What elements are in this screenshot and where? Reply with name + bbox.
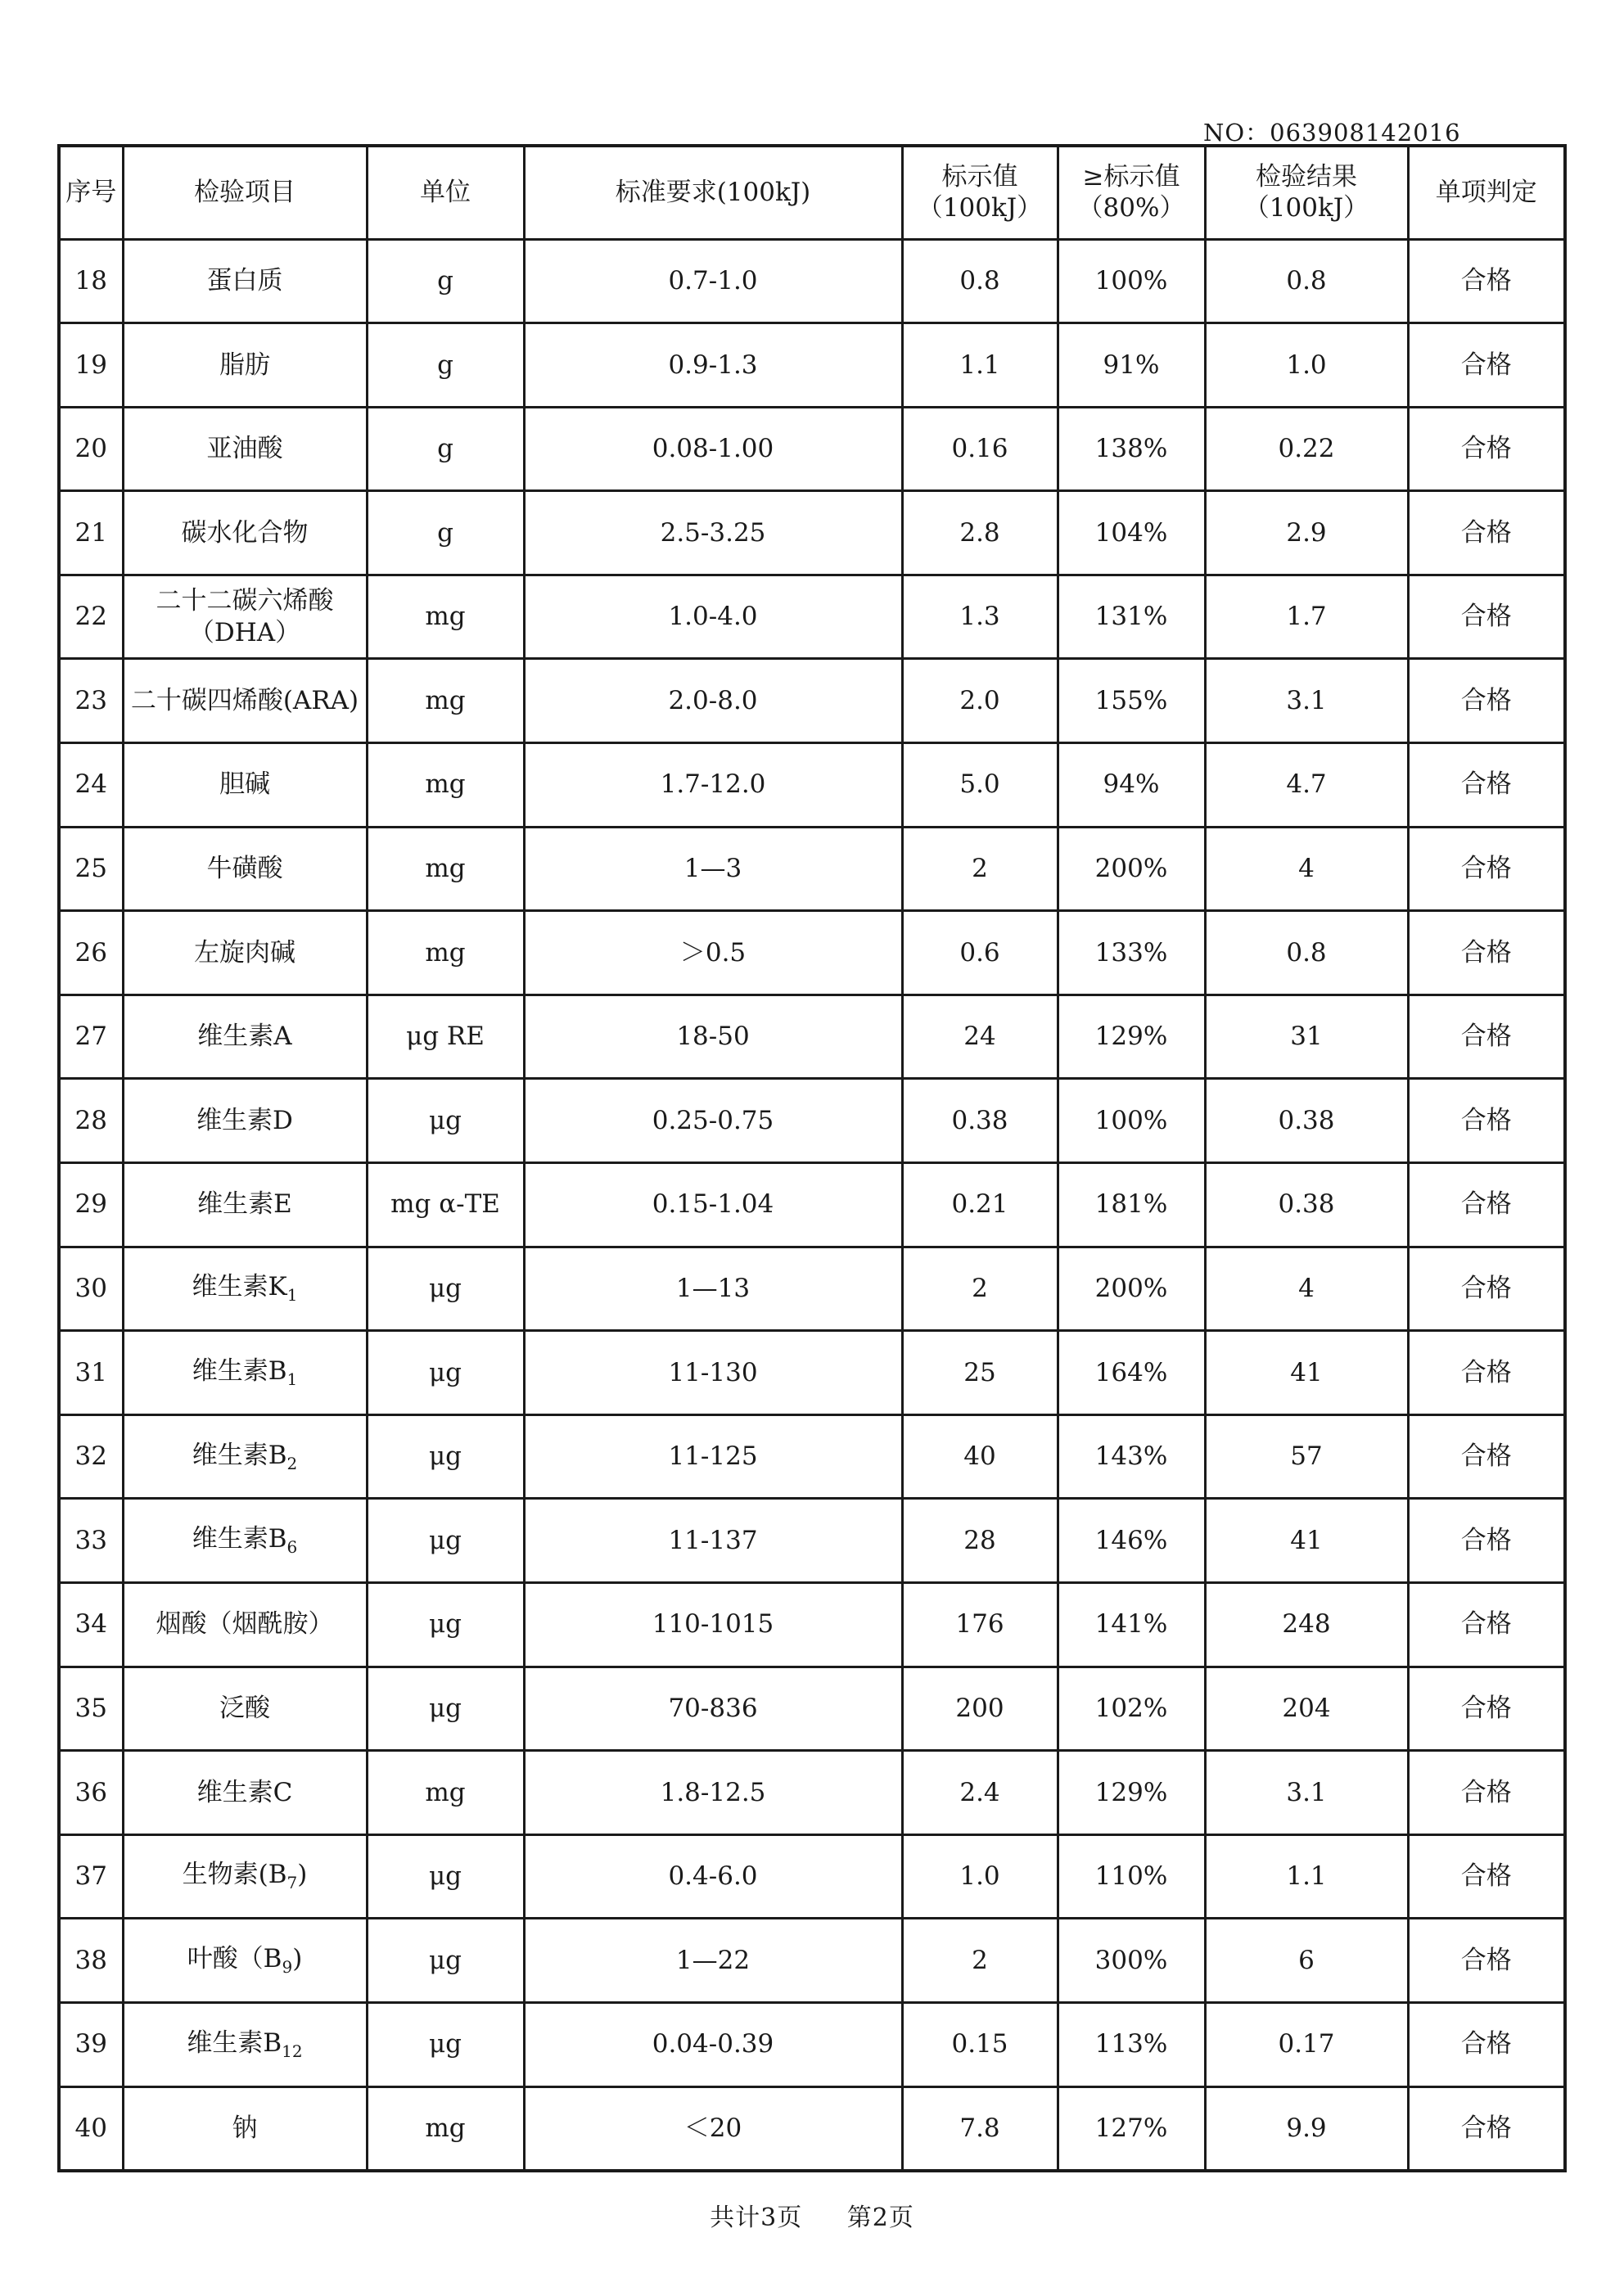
table-row <box>59 1163 1565 1247</box>
row-seq: 28 <box>59 1079 123 1163</box>
row-label-value: 1.1 <box>902 323 1058 408</box>
row-standard: 70-836 <box>524 1667 902 1751</box>
row-result: 4 <box>1205 827 1408 911</box>
row-item <box>123 1499 367 1583</box>
row-standard: 11-125 <box>524 1414 902 1499</box>
header-verdict: 单项判定 <box>1408 146 1565 239</box>
row-standard: 1—22 <box>524 1919 902 2003</box>
row-item-name: 维生素B <box>187 2028 282 2058</box>
row-label-value: 2 <box>902 827 1058 911</box>
row-label-value: 25 <box>902 1331 1058 1415</box>
row-seq: 35 <box>59 1667 123 1751</box>
row-label-value: 1.3 <box>902 575 1058 659</box>
row-result: 0.38 <box>1205 1079 1408 1163</box>
row-verdict: 合格 <box>1408 1834 1565 1919</box>
row-ratio: 200% <box>1058 1247 1205 1331</box>
row-standard: 2.5-3.25 <box>524 491 902 575</box>
row-unit: μg <box>367 1247 524 1331</box>
row-item-subscript: 1 <box>286 1369 298 1390</box>
row-result: 0.8 <box>1205 911 1408 995</box>
table-row <box>59 323 1565 408</box>
row-seq: 34 <box>59 1583 123 1667</box>
row-item-name: 左旋肉碱 <box>194 937 295 968</box>
row-seq: 25 <box>59 827 123 911</box>
row-ratio: 113% <box>1058 2002 1205 2086</box>
row-label-value: 200 <box>902 1667 1058 1751</box>
row-item-subscript: 7 <box>286 1873 298 1893</box>
row-result: 9.9 <box>1205 2086 1408 2171</box>
row-label-value: 2.8 <box>902 491 1058 575</box>
row-label-value: 1.0 <box>902 1834 1058 1919</box>
row-label-value: 40 <box>902 1414 1058 1499</box>
row-standard: 0.9-1.3 <box>524 323 902 408</box>
row-unit: μg <box>367 1919 524 2003</box>
row-item <box>123 239 367 323</box>
row-item <box>123 911 367 995</box>
header-label-value-line2: （100kJ） <box>917 193 1043 223</box>
row-item <box>123 1919 367 2003</box>
row-verdict: 合格 <box>1408 2002 1565 2086</box>
row-label-value: 0.38 <box>902 1079 1058 1163</box>
row-unit: g <box>367 323 524 408</box>
row-seq: 27 <box>59 995 123 1079</box>
row-item <box>123 1834 367 1919</box>
row-verdict: 合格 <box>1408 1667 1565 1751</box>
row-result: 4 <box>1205 1247 1408 1331</box>
row-verdict: 合格 <box>1408 1751 1565 1835</box>
row-item <box>123 1583 367 1667</box>
table-row <box>59 1414 1565 1499</box>
row-unit: mg <box>367 575 524 659</box>
row-result: 1.7 <box>1205 575 1408 659</box>
row-standard: 0.7-1.0 <box>524 239 902 323</box>
row-item-name: 烟酸（烟酰胺） <box>156 1609 334 1640</box>
row-item <box>123 407 367 491</box>
row-unit: g <box>367 239 524 323</box>
row-label-value: 0.21 <box>902 1163 1058 1247</box>
header-ratio-line1: ≥标示值 <box>1082 161 1180 192</box>
row-unit: mg <box>367 659 524 743</box>
report-number: NO：063908142016 <box>1203 119 1461 147</box>
row-label-value: 176 <box>902 1583 1058 1667</box>
row-result: 1.0 <box>1205 323 1408 408</box>
row-standard: 0.4-6.0 <box>524 1834 902 1919</box>
row-unit: μg <box>367 1414 524 1499</box>
row-unit: μg <box>367 1499 524 1583</box>
row-verdict: 合格 <box>1408 1247 1565 1331</box>
row-item <box>123 1163 367 1247</box>
row-standard: 2.0-8.0 <box>524 659 902 743</box>
row-item-name: 蛋白质 <box>206 265 283 295</box>
row-result: 4.7 <box>1205 743 1408 828</box>
row-verdict: 合格 <box>1408 995 1565 1079</box>
header-result-line2: （100kJ） <box>1243 193 1369 223</box>
row-result: 3.1 <box>1205 659 1408 743</box>
row-ratio: 129% <box>1058 1751 1205 1835</box>
row-item-name: 泛酸 <box>219 1694 270 1724</box>
row-seq: 39 <box>59 2002 123 2086</box>
row-result: 248 <box>1205 1583 1408 1667</box>
table-row <box>59 1583 1565 1667</box>
row-item <box>123 827 367 911</box>
table-row <box>59 575 1565 659</box>
table-row <box>59 995 1565 1079</box>
row-item-name: 碳水化合物 <box>181 517 309 548</box>
table-row <box>59 239 1565 323</box>
row-verdict: 合格 <box>1408 1919 1565 2003</box>
row-item <box>123 575 367 659</box>
row-label-value: 2.0 <box>902 659 1058 743</box>
row-verdict: 合格 <box>1408 743 1565 828</box>
row-ratio: 138% <box>1058 407 1205 491</box>
row-item <box>123 1667 367 1751</box>
row-ratio: 181% <box>1058 1163 1205 1247</box>
row-seq: 32 <box>59 1414 123 1499</box>
row-item <box>123 491 367 575</box>
row-unit: g <box>367 407 524 491</box>
row-item <box>123 1751 367 1835</box>
total-pages: 共计3页 <box>710 2204 803 2232</box>
row-label-value: 2 <box>902 1247 1058 1331</box>
row-unit: g <box>367 491 524 575</box>
row-seq: 22 <box>59 575 123 659</box>
row-item-suffix: ) <box>292 1944 303 1974</box>
header-item: 检验项目 <box>123 146 367 239</box>
row-item-name: 生物素(B <box>182 1860 287 1890</box>
row-unit: μg <box>367 1583 524 1667</box>
row-item-name: 钠 <box>232 2113 258 2143</box>
row-item <box>123 1079 367 1163</box>
row-result: 1.1 <box>1205 1834 1408 1919</box>
row-seq: 26 <box>59 911 123 995</box>
row-ratio: 102% <box>1058 1667 1205 1751</box>
row-standard: 1—13 <box>524 1247 902 1331</box>
row-item-name: 维生素D <box>196 1105 293 1135</box>
row-standard: 18-50 <box>524 995 902 1079</box>
row-seq: 23 <box>59 659 123 743</box>
row-ratio: 129% <box>1058 995 1205 1079</box>
row-ratio: 164% <box>1058 1331 1205 1415</box>
header-unit: 单位 <box>367 146 524 239</box>
row-item <box>123 323 367 408</box>
row-label-value: 7.8 <box>902 2086 1058 2171</box>
row-item-name: 维生素B <box>192 1524 287 1554</box>
row-result: 0.8 <box>1205 239 1408 323</box>
row-item <box>123 1331 367 1415</box>
row-ratio: 127% <box>1058 2086 1205 2171</box>
row-seq: 38 <box>59 1919 123 2003</box>
table-row <box>59 743 1565 828</box>
row-item-name: 牛磺酸 <box>206 854 283 884</box>
row-item-subscript: 2 <box>286 1453 298 1473</box>
row-verdict: 合格 <box>1408 1079 1565 1163</box>
table-row <box>59 1751 1565 1835</box>
row-seq: 37 <box>59 1834 123 1919</box>
row-seq: 20 <box>59 407 123 491</box>
header-seq: 序号 <box>59 146 123 239</box>
row-verdict: 合格 <box>1408 407 1565 491</box>
page-footer <box>0 2197 1624 2233</box>
row-item <box>123 1414 367 1499</box>
row-unit: μg <box>367 1079 524 1163</box>
row-ratio: 200% <box>1058 827 1205 911</box>
row-item <box>123 659 367 743</box>
row-unit: μg RE <box>367 995 524 1079</box>
table-row <box>59 2002 1565 2086</box>
row-unit: mg <box>367 743 524 828</box>
table-row <box>59 1667 1565 1751</box>
row-ratio: 141% <box>1058 1583 1205 1667</box>
row-unit: μg <box>367 1331 524 1415</box>
row-item-name: 二十二碳六烯酸 <box>156 585 334 616</box>
row-verdict: 合格 <box>1408 1331 1565 1415</box>
row-standard: 1.7-12.0 <box>524 743 902 828</box>
row-item-name: 维生素B <box>192 1440 287 1470</box>
header-result <box>1205 146 1408 239</box>
table-row <box>59 407 1565 491</box>
table-row <box>59 2086 1565 2171</box>
row-ratio: 104% <box>1058 491 1205 575</box>
row-standard: 11-137 <box>524 1499 902 1583</box>
row-item-name: 脂肪 <box>219 350 270 380</box>
row-label-value: 2 <box>902 1919 1058 2003</box>
row-verdict: 合格 <box>1408 2086 1565 2171</box>
row-ratio: 110% <box>1058 1834 1205 1919</box>
row-seq: 31 <box>59 1331 123 1415</box>
table-row <box>59 659 1565 743</box>
row-ratio: 91% <box>1058 323 1205 408</box>
row-standard: 0.04-0.39 <box>524 2002 902 2086</box>
row-item-name: 维生素K <box>192 1272 287 1302</box>
table-row <box>59 911 1565 995</box>
table-row <box>59 827 1565 911</box>
row-result: 57 <box>1205 1414 1408 1499</box>
row-result: 6 <box>1205 1919 1408 2003</box>
row-standard: 1—3 <box>524 827 902 911</box>
row-ratio: 131% <box>1058 575 1205 659</box>
row-unit: mg <box>367 911 524 995</box>
row-ratio: 155% <box>1058 659 1205 743</box>
row-standard: 1.0-4.0 <box>524 575 902 659</box>
header-result-line1: 检验结果 <box>1256 161 1357 192</box>
row-verdict: 合格 <box>1408 1499 1565 1583</box>
table-row <box>59 1834 1565 1919</box>
row-item-name: 叶酸（B <box>187 1944 282 1974</box>
row-verdict: 合格 <box>1408 1414 1565 1499</box>
row-verdict: 合格 <box>1408 911 1565 995</box>
row-verdict: 合格 <box>1408 827 1565 911</box>
row-label-value: 5.0 <box>902 743 1058 828</box>
row-seq: 21 <box>59 491 123 575</box>
row-standard: 0.08-1.00 <box>524 407 902 491</box>
row-seq: 33 <box>59 1499 123 1583</box>
row-result: 3.1 <box>1205 1751 1408 1835</box>
row-result: 204 <box>1205 1667 1408 1751</box>
row-unit: μg <box>367 1834 524 1919</box>
table-header-row <box>59 146 1565 239</box>
row-unit: mg <box>367 2086 524 2171</box>
row-ratio: 143% <box>1058 1414 1205 1499</box>
row-item <box>123 2086 367 2171</box>
row-result: 0.22 <box>1205 407 1408 491</box>
row-label-value: 0.16 <box>902 407 1058 491</box>
row-verdict: 合格 <box>1408 491 1565 575</box>
row-ratio: 146% <box>1058 1499 1205 1583</box>
header-label-value-line1: 标示值 <box>941 161 1018 192</box>
row-result: 41 <box>1205 1331 1408 1415</box>
row-verdict: 合格 <box>1408 1163 1565 1247</box>
row-item-name: 维生素B <box>192 1355 287 1386</box>
row-item-subscript: 1 <box>286 1285 298 1306</box>
row-seq: 40 <box>59 2086 123 2171</box>
row-unit: mg <box>367 827 524 911</box>
row-label-value: 0.6 <box>902 911 1058 995</box>
row-label-value: 0.8 <box>902 239 1058 323</box>
row-ratio: 133% <box>1058 911 1205 995</box>
row-verdict: 合格 <box>1408 659 1565 743</box>
row-result: 2.9 <box>1205 491 1408 575</box>
table-row <box>59 1247 1565 1331</box>
row-item-name: 维生素E <box>197 1189 292 1220</box>
row-label-value: 0.15 <box>902 2002 1058 2086</box>
inspection-results-table <box>57 144 1567 2172</box>
row-result: 41 <box>1205 1499 1408 1583</box>
table-body <box>59 239 1565 2171</box>
row-result: 31 <box>1205 995 1408 1079</box>
row-item <box>123 743 367 828</box>
row-ratio: 94% <box>1058 743 1205 828</box>
row-standard: ＞0.5 <box>524 911 902 995</box>
row-verdict: 合格 <box>1408 1583 1565 1667</box>
row-verdict: 合格 <box>1408 575 1565 659</box>
header-ratio <box>1058 146 1205 239</box>
row-item-subscript: 9 <box>282 1957 293 1978</box>
table-row <box>59 1919 1565 2003</box>
row-standard: 11-130 <box>524 1331 902 1415</box>
row-item-name: 维生素A <box>197 1022 292 1052</box>
row-seq: 24 <box>59 743 123 828</box>
header-ratio-line2: （80%） <box>1077 193 1185 223</box>
table-row <box>59 1499 1565 1583</box>
row-unit: mg α-TE <box>367 1163 524 1247</box>
row-label-value: 24 <box>902 995 1058 1079</box>
row-item-subscript: 12 <box>282 2041 303 2061</box>
row-label-value: 2.4 <box>902 1751 1058 1835</box>
current-page: 第2页 <box>846 2204 914 2232</box>
row-seq: 18 <box>59 239 123 323</box>
row-seq: 30 <box>59 1247 123 1331</box>
row-standard: 1.8-12.5 <box>524 1751 902 1835</box>
row-unit: mg <box>367 1751 524 1835</box>
row-seq: 29 <box>59 1163 123 1247</box>
row-item-suffix: ) <box>297 1860 308 1890</box>
row-standard: 0.15-1.04 <box>524 1163 902 1247</box>
header-standard: 标准要求(100kJ) <box>524 146 902 239</box>
row-verdict: 合格 <box>1408 239 1565 323</box>
row-item <box>123 1247 367 1331</box>
row-item-name: 亚油酸 <box>206 434 283 464</box>
table-row <box>59 1079 1565 1163</box>
row-ratio: 300% <box>1058 1919 1205 2003</box>
row-result: 0.17 <box>1205 2002 1408 2086</box>
row-item-subscript: 6 <box>286 1537 298 1558</box>
row-seq: 19 <box>59 323 123 408</box>
row-ratio: 100% <box>1058 239 1205 323</box>
row-ratio: 100% <box>1058 1079 1205 1163</box>
row-item-name: 二十碳四烯酸(ARA) <box>130 685 359 715</box>
row-item-name: 维生素C <box>196 1777 293 1807</box>
row-item-abbrev: （DHA） <box>188 617 301 647</box>
row-standard: 0.25-0.75 <box>524 1079 902 1163</box>
row-item <box>123 995 367 1079</box>
row-unit: μg <box>367 2002 524 2086</box>
row-item <box>123 2002 367 2086</box>
table-row <box>59 491 1565 575</box>
row-verdict: 合格 <box>1408 323 1565 408</box>
row-item-name: 胆碱 <box>219 769 270 800</box>
header-label-value <box>902 146 1058 239</box>
row-label-value: 28 <box>902 1499 1058 1583</box>
row-unit: μg <box>367 1667 524 1751</box>
row-result: 0.38 <box>1205 1163 1408 1247</box>
row-standard: ＜20 <box>524 2086 902 2171</box>
row-seq: 36 <box>59 1751 123 1835</box>
table-row <box>59 1331 1565 1415</box>
row-standard: 110-1015 <box>524 1583 902 1667</box>
